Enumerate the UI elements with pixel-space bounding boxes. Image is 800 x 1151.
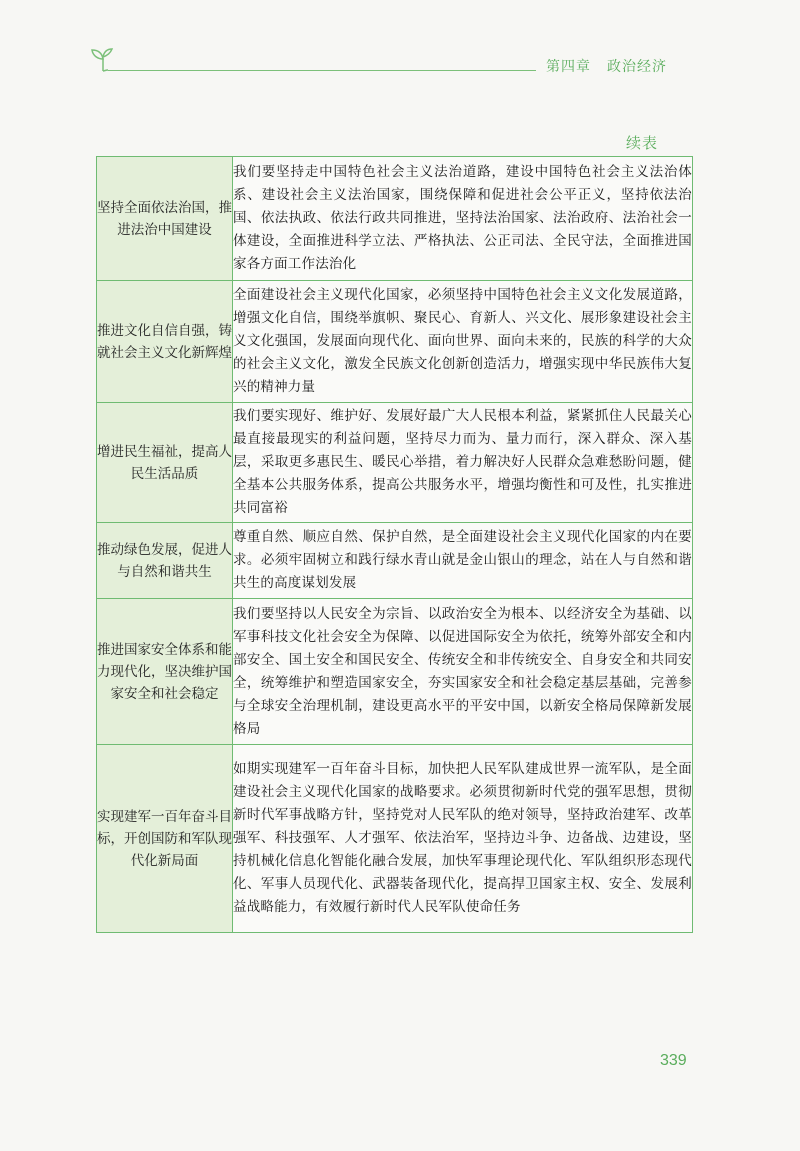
header-divider	[108, 70, 536, 71]
table-row	[97, 599, 693, 745]
row-topic: 坚持全面依法治国，推进法治中国建设	[97, 157, 233, 281]
chapter-heading	[546, 56, 667, 78]
row-description: 全面建设社会主义现代化国家，必须坚持中国特色社会主义文化发展道路，增强文化自信，围绕举旗帜、聚民心、育新人、兴文化、展形象建设社会主义文化强国，发展面向现代化、面向世界、面向未来的，民族的科学的大众的社会主义文化，激发全民族文化创新创造活力，增强实现中华民族伟大复兴的精神力量	[233, 281, 693, 403]
table-row	[97, 745, 693, 933]
table-row	[97, 157, 693, 281]
row-topic: 增进民生福祉，提高人民生活品质	[97, 403, 233, 523]
page-header	[0, 0, 800, 100]
chapter-number: 第四章	[546, 59, 591, 75]
table-continued-label: 续表	[626, 134, 659, 152]
row-description: 我们要实现好、维护好、发展好最广大人民根本利益，紧紧抓住人民最关心最直接最现实的利益问题，坚持尽力而为、量力而行，深入群众、深入基层，采取更多惠民生、暖民心举措，着力解决好人民群众急难愁盼问题，健全基本公共服务体系，提高公共服务水平，增强均衡性和可及性，扎实推进共同富裕	[233, 403, 693, 523]
row-topic: 实现建军一百年奋斗目标，开创国防和军队现代化新局面	[97, 745, 233, 933]
content-table	[96, 156, 693, 933]
chapter-title: 政治经济	[607, 59, 667, 75]
row-description: 我们要坚持走中国特色社会主义法治道路，建设中国特色社会主义法治体系、建设社会主义法治国家，围绕保障和促进社会公平正义，坚持依法治国、依法执政、依法行政共同推进，坚持法治国家、法治政府、法治社会一体建设，全面推进科学立法、严格执法、公正司法、全民守法，全面推进国家各方面工作法治化	[233, 157, 693, 281]
page-number: 339	[660, 1052, 687, 1069]
table-row	[97, 403, 693, 523]
row-topic: 推进国家安全体系和能力现代化，坚决维护国家安全和社会稳定	[97, 599, 233, 745]
row-topic: 推进文化自信自强，铸就社会主义文化新辉煌	[97, 281, 233, 403]
row-description: 如期实现建军一百年奋斗目标，加快把人民军队建成世界一流军队，是全面建设社会主义现代化国家的战略要求。必须贯彻新时代党的强军思想，贯彻新时代军事战略方针，坚持党对人民军队的绝对领导，坚持政治建军、改革强军、科技强军、人才强军、依法治军，坚持边斗争、边备战、边建设，坚持机械化信息化智能化融合发展，加快军事理论现代化、军队组织形态现代化、军事人员现代化、武器装备现代化，提高捍卫国家主权、安全、发展利益战略能力，有效履行新时代人民军队使命任务	[233, 745, 693, 933]
table-row	[97, 281, 693, 403]
row-topic: 推动绿色发展，促进人与自然和谐共生	[97, 523, 233, 599]
row-description: 我们要坚持以人民安全为宗旨、以政治安全为根本、以经济安全为基础、以军事科技文化社会安全为保障、以促进国际安全为依托，统筹外部安全和内部安全、国土安全和国民安全、传统安全和非传统安全、自身安全和共同安全，统筹维护和塑造国家安全，夯实国家安全和社会稳定基层基础，完善参与全球安全治理机制，建设更高水平的平安中国，以新安全格局保障新发展格局	[233, 599, 693, 745]
row-description: 尊重自然、顺应自然、保护自然，是全面建设社会主义现代化国家的内在要求。必须牢固树立和践行绿水青山就是金山银山的理念，站在人与自然和谐共生的高度谋划发展	[233, 523, 693, 599]
table-row	[97, 523, 693, 599]
